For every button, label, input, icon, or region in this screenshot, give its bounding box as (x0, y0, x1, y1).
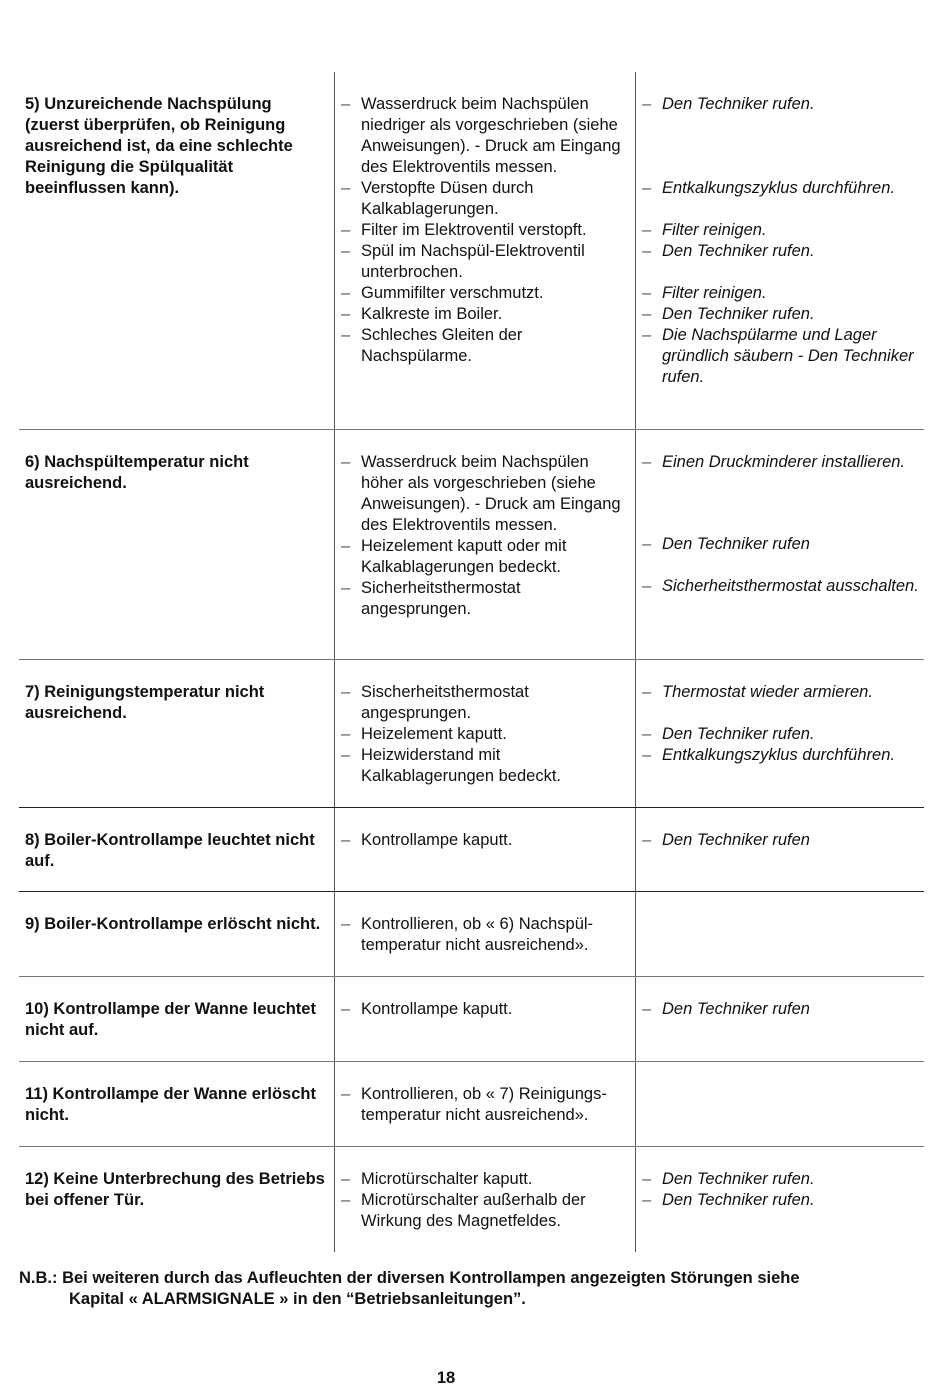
cause-cell (334, 1062, 635, 1146)
dash-bullet: – (642, 453, 652, 471)
remedy-cell (635, 1147, 924, 1252)
cause-item: – Heizelement kaputt oder mit Kalkablagerungen bedeckt. (341, 537, 567, 576)
problem-text: 11) Kontrollampe der Wanne erlöscht nicht. (25, 1085, 316, 1124)
problem-cell (19, 1147, 334, 1252)
remedy-cell (635, 430, 924, 659)
dash-bullet: – (341, 242, 351, 260)
remedy-item: – Einen Druckminderer installieren. (642, 453, 906, 471)
dash-bullet: – (341, 831, 351, 849)
table-row (19, 977, 924, 1062)
table-row (19, 72, 924, 430)
problem-cell (19, 72, 334, 429)
dash-bullet: – (642, 242, 652, 260)
remedy-item: – Den Techniker rufen. (642, 1170, 815, 1188)
table-row (19, 892, 924, 977)
table-row (19, 1147, 924, 1252)
problem-cell (19, 1062, 334, 1146)
cause-item: – Kontrollampe kaputt. (341, 1000, 513, 1018)
page-number: 18 (436, 1369, 456, 1387)
problem-cell (19, 430, 334, 659)
remedy-cell (635, 808, 924, 891)
cause-item: – Wasserdruck beim Nachspülen höher als vorgeschrieben (siehe Anweisungen). - Druck am Eingang des Elektroventils messen. (341, 453, 621, 534)
remedy-cell (635, 977, 924, 1061)
dash-bullet: – (642, 179, 652, 197)
dash-bullet: – (341, 746, 351, 764)
remedy-item: – Den Techniker rufen. (642, 95, 815, 113)
footnote-line-2: Kapital « ALARMSIGNALE » in den “Betriebsanleitungen”. (69, 1290, 526, 1308)
dash-bullet: – (341, 1000, 351, 1018)
cause-item: – Kalkreste im Boiler. (341, 305, 503, 323)
cause-cell (334, 72, 635, 429)
problem-text: 9) Boiler-Kontrollampe erlöscht nicht. (25, 915, 321, 933)
cause-item: – Sicherheitsthermostat angesprungen. (341, 579, 521, 618)
table-row (19, 1062, 924, 1147)
table-row (19, 430, 924, 660)
remedy-cell (635, 892, 924, 976)
cause-cell (334, 808, 635, 891)
dash-bullet: – (642, 305, 652, 323)
problem-text: 5) Unzureichende Nachspülung (zuerst überprüfen, ob Reinigung ausreichend ist, da eine schlechte Reinigung die Spülqualität beeinflussen kann). (25, 95, 293, 197)
dash-bullet: – (642, 683, 652, 701)
remedy-item: – Den Techniker rufen (642, 1000, 810, 1018)
remedy-item: – Den Techniker rufen. (642, 305, 815, 323)
cause-item: – Wasserdruck beim Nachspülen niedriger als vorgeschrieben (siehe Anweisungen). - Druck am Eingang des Elektroventils messen. (341, 95, 621, 176)
cause-item: – Heizelement kaputt. (341, 725, 507, 743)
dash-bullet: – (642, 1170, 652, 1188)
dash-bullet: – (341, 326, 351, 344)
remedy-item: – Den Techniker rufen. (642, 1191, 815, 1209)
dash-bullet: – (642, 1191, 652, 1209)
cause-item: – Spül im Nachspül-Elektroventil unterbrochen. (341, 242, 585, 281)
dash-bullet: – (642, 221, 652, 239)
dash-bullet: – (341, 683, 351, 701)
dash-bullet: – (341, 579, 351, 597)
dash-bullet: – (642, 746, 652, 764)
remedy-item: – Den Techniker rufen (642, 535, 810, 553)
problem-text: 6) Nachspültemperatur nicht ausreichend. (25, 453, 249, 492)
cause-item: – Sischerheitsthermostat angesprungen. (341, 683, 529, 722)
cause-item: – Schleches Gleiten der Nachspülarme. (341, 326, 523, 365)
dash-bullet: – (341, 221, 351, 239)
dash-bullet: – (341, 179, 351, 197)
cause-item: – Microtürschalter außerhalb der Wirkung des Magnetfeldes. (341, 1191, 586, 1230)
remedy-item: – Thermostat wieder armieren. (642, 683, 873, 701)
dash-bullet: – (341, 1170, 351, 1188)
cause-item: – Microtürschalter kaputt. (341, 1170, 533, 1188)
footnote (19, 1268, 924, 1310)
remedy-cell (635, 660, 924, 807)
problem-text: 10) Kontrollampe der Wanne leuchtet nicht auf. (25, 1000, 316, 1039)
remedy-item: – Den Techniker rufen (642, 831, 810, 849)
dash-bullet: – (341, 537, 351, 555)
remedy-cell (635, 72, 924, 429)
problem-cell (19, 808, 334, 891)
remedy-item: – Sicherheitsthermostat ausschalten. (642, 577, 919, 595)
table-row (19, 808, 924, 892)
dash-bullet: – (642, 95, 652, 113)
footnote-line-1: N.B.: Bei weiteren durch das Aufleuchten der diversen Kontrollampen angezeigten Störungen siehe (19, 1269, 800, 1287)
problem-text: 7) Reinigungstemperatur nicht ausreichend. (25, 683, 265, 722)
problem-cell (19, 660, 334, 807)
dash-bullet: – (341, 95, 351, 113)
cause-item: – Kontrollieren, ob « 7) Reinigungs-temperatur nicht ausreichend». (341, 1085, 607, 1124)
remedy-item: – Entkalkungszyklus durchführen. (642, 746, 895, 764)
dash-bullet: – (341, 915, 351, 933)
remedy-item: – Filter reinigen. (642, 284, 767, 302)
dash-bullet: – (642, 1000, 652, 1018)
dash-bullet: – (642, 284, 652, 302)
remedy-item: – Die Nachspülarme und Lager gründlich säubern - Den Techniker rufen. (642, 326, 914, 386)
dash-bullet: – (642, 326, 652, 344)
remedy-item: – Den Techniker rufen. (642, 242, 815, 260)
dash-bullet: – (642, 831, 652, 849)
cause-item: – Kontrollampe kaputt. (341, 831, 513, 849)
remedy-item: – Filter reinigen. (642, 221, 767, 239)
cause-cell (334, 1147, 635, 1252)
cause-cell (334, 660, 635, 807)
dash-bullet: – (642, 577, 652, 595)
problem-text: 12) Keine Unterbrechung des Betriebs bei offener Tür. (25, 1170, 325, 1209)
table-row (19, 660, 924, 808)
cause-item: – Gummifilter verschmutzt. (341, 284, 544, 302)
remedy-cell (635, 1062, 924, 1146)
problem-text: 8) Boiler-Kontrollampe leuchtet nicht auf. (25, 831, 315, 870)
remedy-item: – Den Techniker rufen. (642, 725, 815, 743)
remedy-item: – Entkalkungszyklus durchführen. (642, 179, 895, 197)
dash-bullet: – (341, 725, 351, 743)
cause-item: – Heizwiderstand mit Kalkablagerungen bedeckt. (341, 746, 561, 785)
dash-bullet: – (341, 1191, 351, 1209)
dash-bullet: – (642, 535, 652, 553)
cause-item: – Verstopfte Düsen durch Kalkablagerungen. (341, 179, 534, 218)
dash-bullet: – (642, 725, 652, 743)
dash-bullet: – (341, 453, 351, 471)
dash-bullet: – (341, 284, 351, 302)
problem-cell (19, 977, 334, 1061)
dash-bullet: – (341, 305, 351, 323)
dash-bullet: – (341, 1085, 351, 1103)
cause-cell (334, 892, 635, 976)
troubleshooting-table (19, 72, 924, 1252)
cause-cell (334, 430, 635, 659)
cause-item: – Kontrollieren, ob « 6) Nachspül-temperatur nicht ausreichend». (341, 915, 594, 954)
problem-cell (19, 892, 334, 976)
cause-cell (334, 977, 635, 1061)
cause-item: – Filter im Elektroventil verstopft. (341, 221, 587, 239)
